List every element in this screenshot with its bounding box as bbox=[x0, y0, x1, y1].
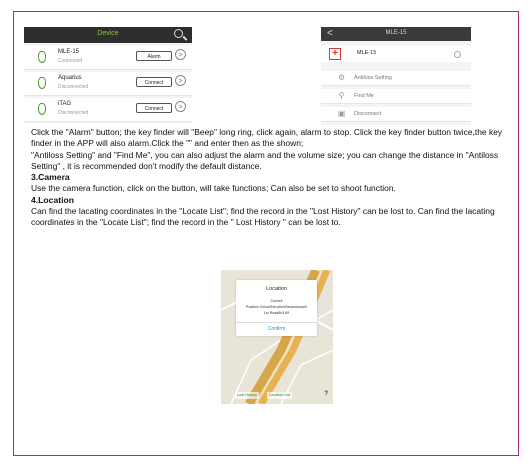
device-name: iTAG bbox=[58, 101, 72, 107]
device-list-title: Device bbox=[97, 30, 119, 37]
paragraph-camera: Use the camera function, click on the button, will take functions; Can also be set to shoot function. bbox=[31, 183, 396, 194]
help-icon[interactable]: ? bbox=[324, 391, 328, 397]
dialog-line: Current bbox=[270, 299, 283, 303]
key-finder-icon bbox=[38, 51, 46, 63]
tab-lost-history[interactable]: Lost History bbox=[237, 393, 258, 397]
dialog-divider bbox=[236, 322, 317, 323]
device-detail-screenshot bbox=[321, 27, 471, 125]
plus-icon[interactable]: + bbox=[329, 48, 341, 60]
connect-button[interactable]: Connect bbox=[136, 103, 172, 113]
device-detail-header bbox=[321, 27, 471, 41]
device-name: MLE-15 bbox=[58, 49, 80, 55]
device-list-header bbox=[24, 27, 192, 43]
device-status: Disconnected bbox=[58, 84, 89, 90]
chevron-right-icon[interactable]: > bbox=[175, 101, 186, 112]
search-icon[interactable] bbox=[174, 29, 183, 38]
paragraph-alarm: Click the "Alarm" button; the key finder will "Beep" long ring, click again, alarm to stop. Click the key finder button twice,the key finder in the APP will also alarm.Click the "" and enter then as the shown; bbox=[31, 127, 503, 149]
disconnect-icon: ▣ bbox=[337, 109, 346, 118]
heading-camera: 3.Camera bbox=[31, 172, 70, 183]
key-finder-icon bbox=[38, 77, 46, 89]
device-name: MLE-15 bbox=[357, 50, 377, 56]
menu-item-label: Antiloss Setting bbox=[354, 75, 392, 81]
location-dialog bbox=[236, 280, 317, 336]
back-icon[interactable]: < bbox=[327, 28, 333, 39]
menu-item-label: Find Me bbox=[354, 93, 374, 99]
location-map-screenshot bbox=[221, 270, 333, 404]
device-row[interactable] bbox=[24, 98, 192, 122]
key-finder-icon bbox=[38, 103, 46, 115]
dialog-line: 1st Road8h3.89 bbox=[263, 311, 290, 315]
device-detail-title: MLE-15 bbox=[385, 30, 407, 36]
menu-item-label: Disconnect bbox=[354, 111, 382, 117]
tab-location-list[interactable]: Location List bbox=[269, 393, 291, 397]
status-dot-icon bbox=[454, 51, 461, 58]
heading-location: 4.Location bbox=[31, 194, 74, 205]
search-icon: ⚲ bbox=[338, 91, 345, 100]
menu-item-antiloss-setting[interactable] bbox=[321, 71, 471, 86]
instruction-text bbox=[31, 127, 509, 229]
device-list-screenshot bbox=[24, 27, 192, 123]
dialog-line: Position ChinaShenzhenBaoanduowei bbox=[245, 305, 308, 309]
paragraph-location: Can find the lacating coordinates in the "Locate List"; find the record in the "Lost History" can be lost to. Can find the lacating coordinates in the "Locate List"; find the record in the " Lost History " can be lost to. bbox=[31, 206, 495, 228]
chevron-right-icon[interactable]: > bbox=[175, 49, 186, 60]
chevron-right-icon[interactable]: > bbox=[175, 75, 186, 86]
settings-icon: ⚙ bbox=[337, 73, 346, 82]
dialog-title: Location bbox=[266, 286, 287, 292]
alarm-button[interactable]: Alarm bbox=[136, 51, 172, 61]
paragraph-antiloss: "Antiloss Setting" and "Find Me", you can also adjust the alarm and the volume size; you can change the distance in "Antiloss Setting" , it is recommended don't modify the default distance. bbox=[31, 149, 499, 171]
device-row[interactable] bbox=[24, 72, 192, 96]
device-name: Aquarius bbox=[58, 75, 82, 81]
device-status: Disconnected bbox=[58, 110, 89, 116]
connect-button[interactable]: Connect bbox=[136, 77, 172, 87]
confirm-button[interactable]: Confirm bbox=[236, 326, 317, 332]
device-status: Connected bbox=[58, 58, 83, 64]
device-summary bbox=[321, 46, 471, 62]
device-row[interactable] bbox=[24, 46, 192, 70]
menu-item-disconnect[interactable] bbox=[321, 107, 471, 122]
menu-item-find-me[interactable] bbox=[321, 89, 471, 104]
